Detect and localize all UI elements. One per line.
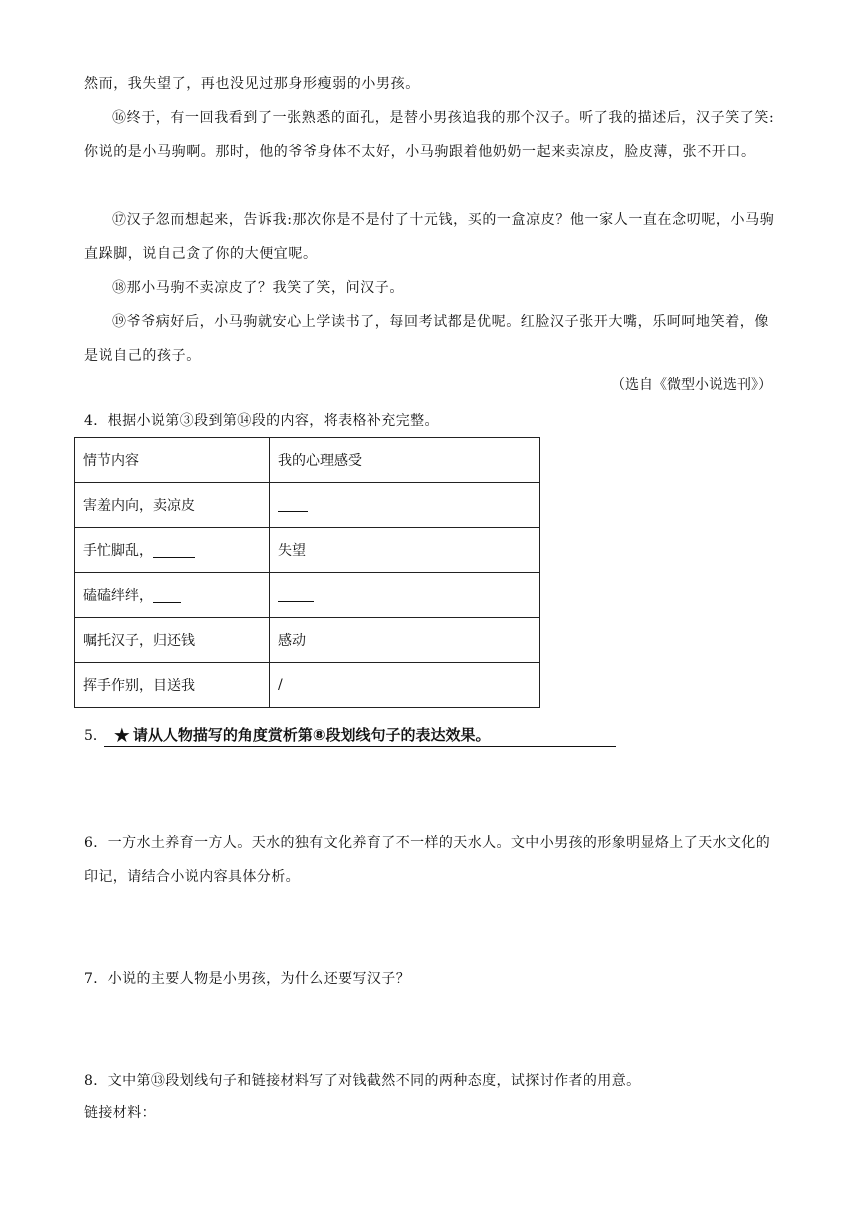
question-number: 5． [84,728,107,744]
table-row [75,483,540,528]
feeling-cell: / [270,663,540,708]
link-material-label: 链接材料： [84,1105,156,1121]
question-6: 6．一方水土养育一方人。天水的独有文化养育了不一样的天水人。文中小男孩的形象明显烙上了天水文化的印记，请结合小说内容具体分析。 [84,835,771,885]
table-header-cell: 情节内容 [75,438,270,483]
passage-paragraph: ⑱那小马驹不卖凉皮了？我笑了笑，问汉子。 [112,280,404,296]
table-header-row [75,438,540,483]
question-7: 7．小说的主要人物是小男孩，为什么还要写汉子？ [84,971,411,987]
question-8: 8．文中第⑬段划线句子和链接材料写了对钱截然不同的两种态度，试探讨作者的用意。 [84,1073,641,1089]
question-4: 4．根据小说第③段到第⑭段的内容，将表格补充完整。 [84,413,439,429]
passage-paragraph: ⑯终于，有一回我看到了一张熟悉的面孔，是替小男孩追我的那个汉子。听了我的描述后，汉子笑了笑:你说的是小马驹啊。那时，他的爷爷身体不太好，小马驹跟着他奶奶一起来卖凉皮，脸皮薄，张不开口。 [84,110,775,160]
feeling-cell: 感动 [270,618,540,663]
plot-cell: 害羞内向，卖凉皮 [75,483,270,528]
plot-cell: 挥手作别，目送我 [75,663,270,708]
plot-cell: 磕磕绊绊， [75,573,270,618]
answer-blank[interactable] [278,499,308,512]
plot-cell: 嘱托汉子，归还钱 [75,618,270,663]
answer-blank[interactable] [278,589,314,602]
answer-blank[interactable] [153,545,195,558]
passage-paragraph: ⑰汉子忽而想起来，告诉我:那次你是不是付了十元钱，买的一盒凉皮？他一家人一直在念叨呢，小马驹直跺脚，说自己贪了你的大便宜呢。 [84,212,775,262]
table-row [75,573,540,618]
plot-cell: 手忙脚乱， [75,528,270,573]
feeling-cell [270,483,540,528]
answer-blank[interactable] [153,590,181,603]
feeling-cell: 失望 [270,528,540,573]
table-row [75,663,540,708]
q4-table [74,437,540,708]
passage-paragraph: 然而，我失望了，再也没见过那身形瘦弱的小男孩。 [84,76,420,92]
question-5 [84,722,491,749]
table-row [75,618,540,663]
star-icon: ★ [112,723,131,747]
table-row [75,528,540,573]
passage-paragraph: ⑲爷爷病好后，小马驹就安心上学读书了，每回考试都是优呢。红脸汉子张开大嘴，乐呵呵地笑着，像是说自己的孩子。 [84,314,769,364]
question-5-text: 请从人物描写的角度赏析第⑧段划线句子的表达效果。 [132,726,491,744]
feeling-cell [270,573,540,618]
table-header-cell: 我的心理感受 [270,438,540,483]
source-citation: （选自《微型小说选刊》） [611,377,772,393]
underline-divider [104,746,616,747]
